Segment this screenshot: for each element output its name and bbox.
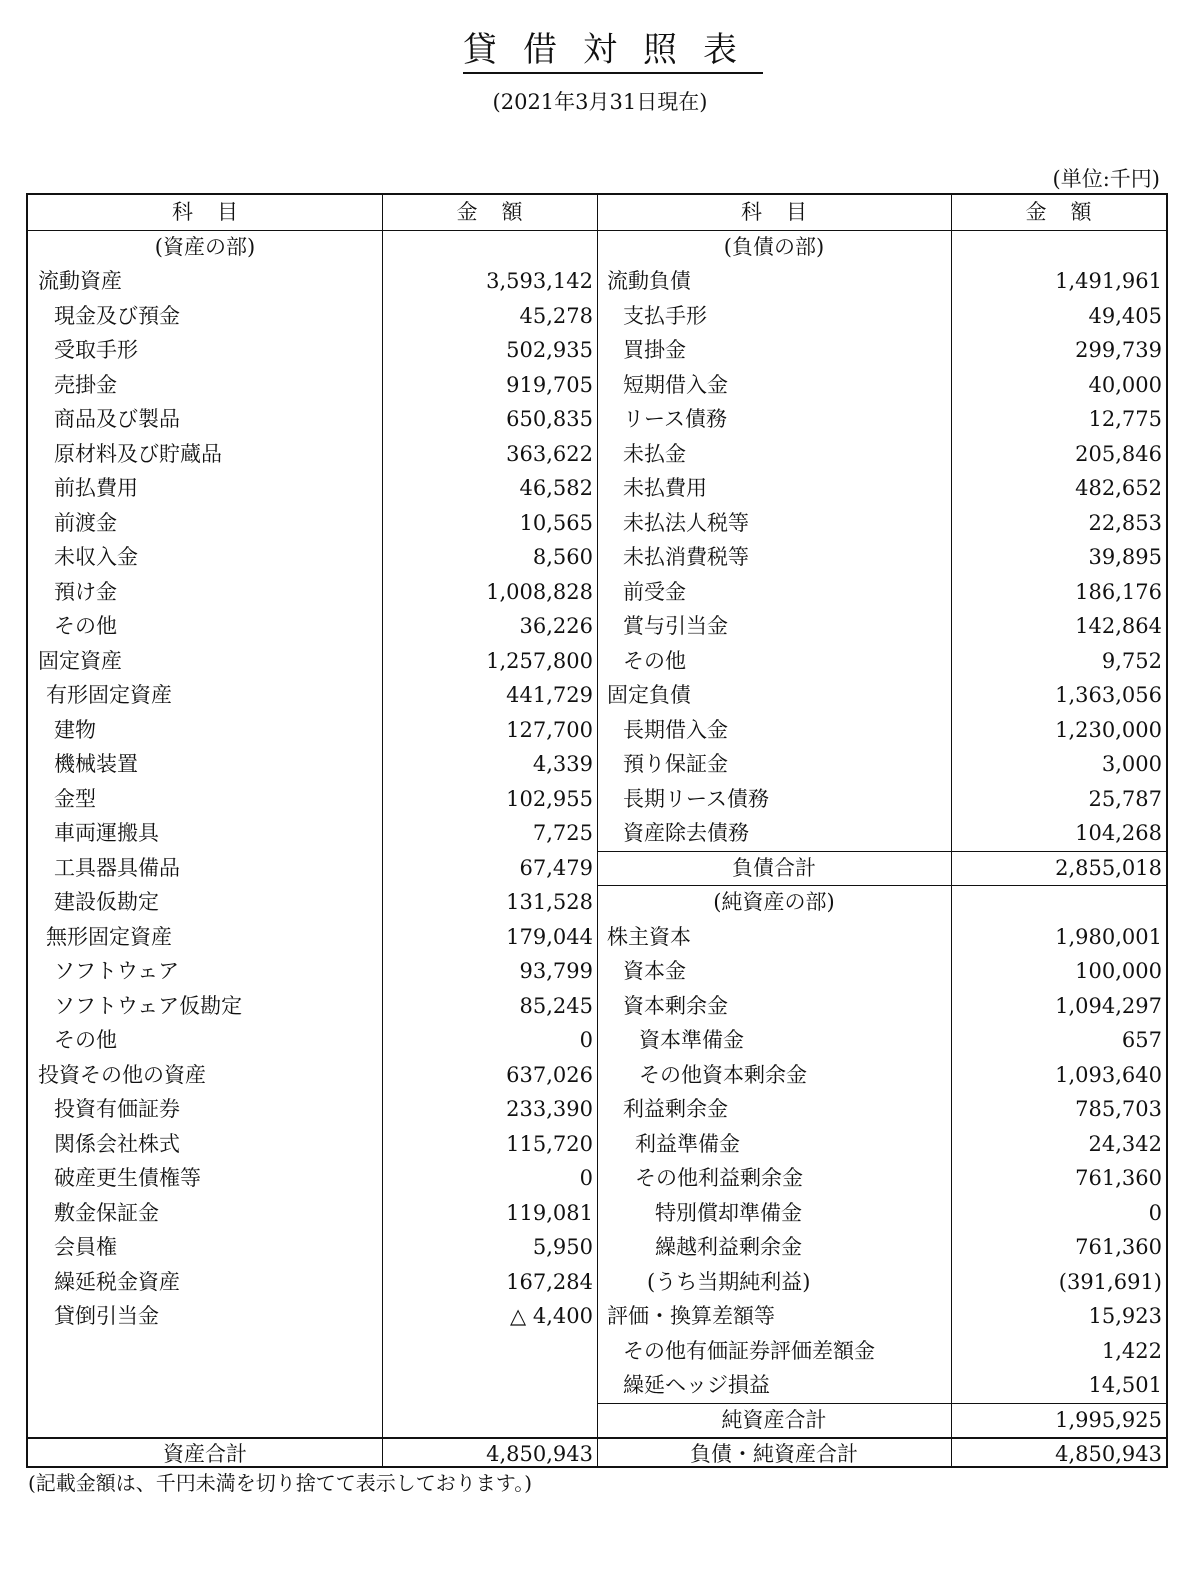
liability-item-value: 142,864: [1075, 614, 1162, 638]
header-amount-left: 金額: [456, 200, 547, 224]
liability-item-value: 186,176: [1075, 579, 1162, 604]
grand-total-label: 負債・純資産合計: [690, 1442, 858, 1466]
net-asset-item-label: 繰越利益剰余金: [655, 1235, 802, 1259]
net-asset-item-value: 1,980,001: [1055, 924, 1162, 949]
net-asset-item-label: 資本金: [623, 959, 686, 983]
asset-item-value: 67,479: [519, 855, 593, 880]
asset-item-value: 36,226: [519, 614, 593, 638]
net-asset-item-label: (うち当期純利益): [647, 1269, 811, 1294]
document-title: 貸借対照表: [0, 22, 1200, 71]
net-asset-item-value: 761,360: [1075, 1166, 1162, 1190]
asset-item-value: 7,725: [532, 821, 593, 845]
asset-item-value: △ 4,400: [510, 1304, 593, 1328]
report-date: (2021年3月31日現在): [492, 90, 708, 114]
asset-item-value: 1,008,828: [486, 579, 593, 604]
asset-item-value: 1,257,800: [486, 648, 593, 673]
asset-item-label: その他: [54, 614, 117, 638]
liabilities-total-value: 2,855,018: [1055, 855, 1162, 880]
asset-item-value: 502,935: [506, 338, 593, 362]
asset-item-label: 貸倒引当金: [54, 1304, 159, 1328]
column-divider: [951, 195, 952, 1466]
liability-item-value: 49,405: [1088, 303, 1162, 328]
net-asset-item-label: 評価・換算差額等: [607, 1304, 775, 1328]
header-subject-right: 科目: [741, 200, 831, 224]
asset-item-label: 金型: [54, 786, 96, 811]
asset-item-label: 会員権: [54, 1235, 117, 1259]
net-asset-item-value: (391,691): [1058, 1269, 1162, 1294]
liability-item-label: 未払費用: [623, 476, 707, 500]
asset-item-label: 商品及び製品: [54, 407, 180, 431]
liability-item-label: 固定負債: [607, 683, 691, 707]
liability-item-label: 流動負債: [607, 269, 691, 293]
liability-item-label: その他: [623, 648, 686, 673]
asset-item-label: 関係会社株式: [54, 1131, 180, 1156]
asset-item-value: 0: [579, 1028, 593, 1052]
net-asset-item-label: その他資本剰余金: [639, 1062, 807, 1087]
net-asset-item-label: 利益剰余金: [623, 1097, 728, 1121]
asset-item-label: 前渡金: [54, 510, 117, 535]
asset-item-value: 93,799: [519, 959, 593, 983]
net-asset-item-label: 資本剰余金: [623, 993, 728, 1018]
asset-item-label: 流動資産: [38, 269, 122, 293]
asset-item-label: 受取手形: [54, 338, 138, 362]
asset-item-label: 敷金保証金: [54, 1200, 159, 1225]
liability-item-value: 25,787: [1088, 786, 1162, 811]
asset-item-value: 119,081: [506, 1200, 593, 1225]
liability-item-label: 未払法人税等: [623, 510, 749, 535]
asset-item-label: ソフトウェア仮勘定: [54, 993, 243, 1018]
liability-item-label: 前受金: [623, 579, 686, 604]
net-asset-item-value: 1,094,297: [1055, 993, 1162, 1018]
asset-item-value: 363,622: [506, 441, 593, 466]
asset-item-value: 919,705: [506, 372, 593, 397]
asset-item-label: 機械装置: [54, 752, 138, 776]
assets-total-label: 資産合計: [163, 1442, 247, 1466]
net-asset-item-value: 1,422: [1101, 1338, 1162, 1363]
asset-item-value: 10,565: [519, 510, 593, 535]
asset-item-label: 有形固定資産: [46, 683, 172, 707]
net-asset-item-value: 14,501: [1088, 1373, 1162, 1397]
asset-item-value: 102,955: [506, 786, 593, 811]
unit-label: (単位:千円): [1052, 167, 1160, 191]
net-asset-item-label: 利益準備金: [635, 1131, 740, 1156]
net-asset-item-label: 特別償却準備金: [655, 1200, 802, 1225]
asset-item-value: 46,582: [519, 476, 593, 500]
asset-item-value: 5,950: [532, 1235, 593, 1259]
liability-item-value: 40,000: [1088, 372, 1162, 397]
grand-total-value: 4,850,943: [1055, 1442, 1162, 1466]
asset-item-label: 原材料及び貯蔵品: [54, 441, 222, 466]
asset-item-label: 固定資産: [38, 648, 122, 673]
asset-item-value: 0: [579, 1166, 593, 1190]
asset-item-label: 車両運搬具: [54, 821, 159, 845]
footnote: (記載金額は、千円未満を切り捨てて表示しております。): [28, 1471, 533, 1495]
liability-item-label: リース債務: [623, 407, 727, 431]
asset-item-label: 建物: [54, 717, 96, 742]
asset-item-label: 前払費用: [54, 476, 138, 500]
asset-item-value: 115,720: [506, 1131, 593, 1156]
net-asset-item-value: 24,342: [1088, 1131, 1162, 1156]
asset-item-label: 投資その他の資産: [38, 1062, 206, 1087]
asset-item-label: 現金及び預金: [54, 303, 180, 328]
liability-item-label: 支払手形: [623, 303, 707, 328]
net-asset-item-value: 15,923: [1088, 1304, 1162, 1328]
liability-item-value: 482,652: [1075, 476, 1162, 500]
asset-item-value: 131,528: [506, 890, 593, 914]
liability-item-label: 短期借入金: [623, 372, 728, 397]
net-asset-item-label: 株主資本: [607, 924, 691, 949]
asset-item-label: 投資有価証券: [54, 1097, 180, 1121]
asset-item-label: 無形固定資産: [46, 924, 172, 949]
net-assets-section-heading: (純資産の部): [713, 890, 835, 914]
asset-item-value: 650,835: [506, 407, 593, 431]
liability-item-label: 買掛金: [623, 338, 686, 362]
net-asset-item-value: 1,093,640: [1055, 1062, 1162, 1087]
balance-sheet-table: [26, 193, 1168, 1468]
asset-item-label: 売掛金: [54, 372, 117, 397]
liability-item-label: 賞与引当金: [623, 614, 728, 638]
liability-item-label: 預り保証金: [623, 752, 728, 776]
asset-item-value: 85,245: [519, 993, 593, 1018]
asset-item-label: 工具器具備品: [54, 855, 180, 880]
asset-item-value: 179,044: [506, 924, 593, 949]
net-asset-item-label: その他有価証券評価差額金: [623, 1338, 875, 1363]
liability-item-label: 長期リース債務: [623, 786, 769, 811]
header-subject-left: 科目: [172, 200, 262, 224]
asset-item-value: 233,390: [506, 1097, 593, 1121]
net-asset-item-value: 0: [1148, 1200, 1162, 1225]
liability-item-label: 長期借入金: [623, 717, 728, 742]
header-amount-right: 金額: [1025, 200, 1116, 224]
assets-total-value: 4,850,943: [486, 1442, 593, 1466]
net-asset-item-label: 資本準備金: [639, 1028, 744, 1052]
column-divider: [382, 195, 383, 1466]
asset-item-value: 127,700: [506, 717, 593, 742]
net-asset-item-value: 761,360: [1075, 1235, 1162, 1259]
asset-item-value: 441,729: [506, 683, 593, 707]
column-divider: [597, 195, 598, 1466]
liabilities-section-heading: (負債の部): [723, 234, 825, 259]
net-asset-item-value: 657: [1121, 1028, 1162, 1052]
asset-item-label: その他: [54, 1028, 117, 1052]
asset-item-label: 未収入金: [54, 545, 138, 569]
liability-item-value: 39,895: [1088, 545, 1162, 569]
liability-item-value: 299,739: [1075, 338, 1162, 362]
liability-item-value: 1,363,056: [1055, 683, 1162, 707]
asset-item-value: 45,278: [519, 303, 593, 328]
net-assets-total-label: 純資産合計: [721, 1407, 827, 1432]
net-assets-total-value: 1,995,925: [1055, 1407, 1162, 1432]
net-asset-item-value: 785,703: [1075, 1097, 1162, 1121]
net-asset-item-label: その他利益剰余金: [635, 1166, 803, 1190]
asset-item-value: 637,026: [506, 1062, 593, 1087]
liability-item-label: 資産除去債務: [623, 821, 749, 845]
asset-item-value: 4,339: [532, 752, 593, 776]
liability-item-label: 未払消費税等: [623, 545, 749, 569]
liability-item-value: 12,775: [1088, 407, 1162, 431]
liability-item-value: 22,853: [1088, 510, 1162, 535]
asset-item-value: 8,560: [532, 545, 593, 569]
liability-item-value: 9,752: [1101, 648, 1162, 673]
net-asset-item-label: 繰延ヘッジ損益: [623, 1373, 770, 1397]
liability-item-value: 205,846: [1075, 441, 1162, 466]
liabilities-total-label: 負債合計: [732, 855, 816, 880]
liability-item-value: 3,000: [1101, 752, 1162, 776]
asset-item-label: 預け金: [54, 579, 117, 604]
asset-item-label: ソフトウェア: [54, 959, 180, 983]
asset-item-value: 167,284: [506, 1269, 593, 1294]
liability-item-value: 104,268: [1075, 821, 1162, 845]
asset-item-label: 破産更生債権等: [54, 1166, 201, 1190]
net-asset-item-value: 100,000: [1075, 959, 1162, 983]
asset-item-label: 建設仮勘定: [54, 890, 159, 914]
liability-item-value: 1,491,961: [1055, 269, 1162, 293]
asset-item-label: 繰延税金資産: [54, 1269, 180, 1294]
asset-item-value: 3,593,142: [486, 269, 593, 293]
assets-section-heading: (資産の部): [154, 234, 256, 259]
liability-item-value: 1,230,000: [1055, 717, 1162, 742]
liability-item-label: 未払金: [623, 441, 686, 466]
